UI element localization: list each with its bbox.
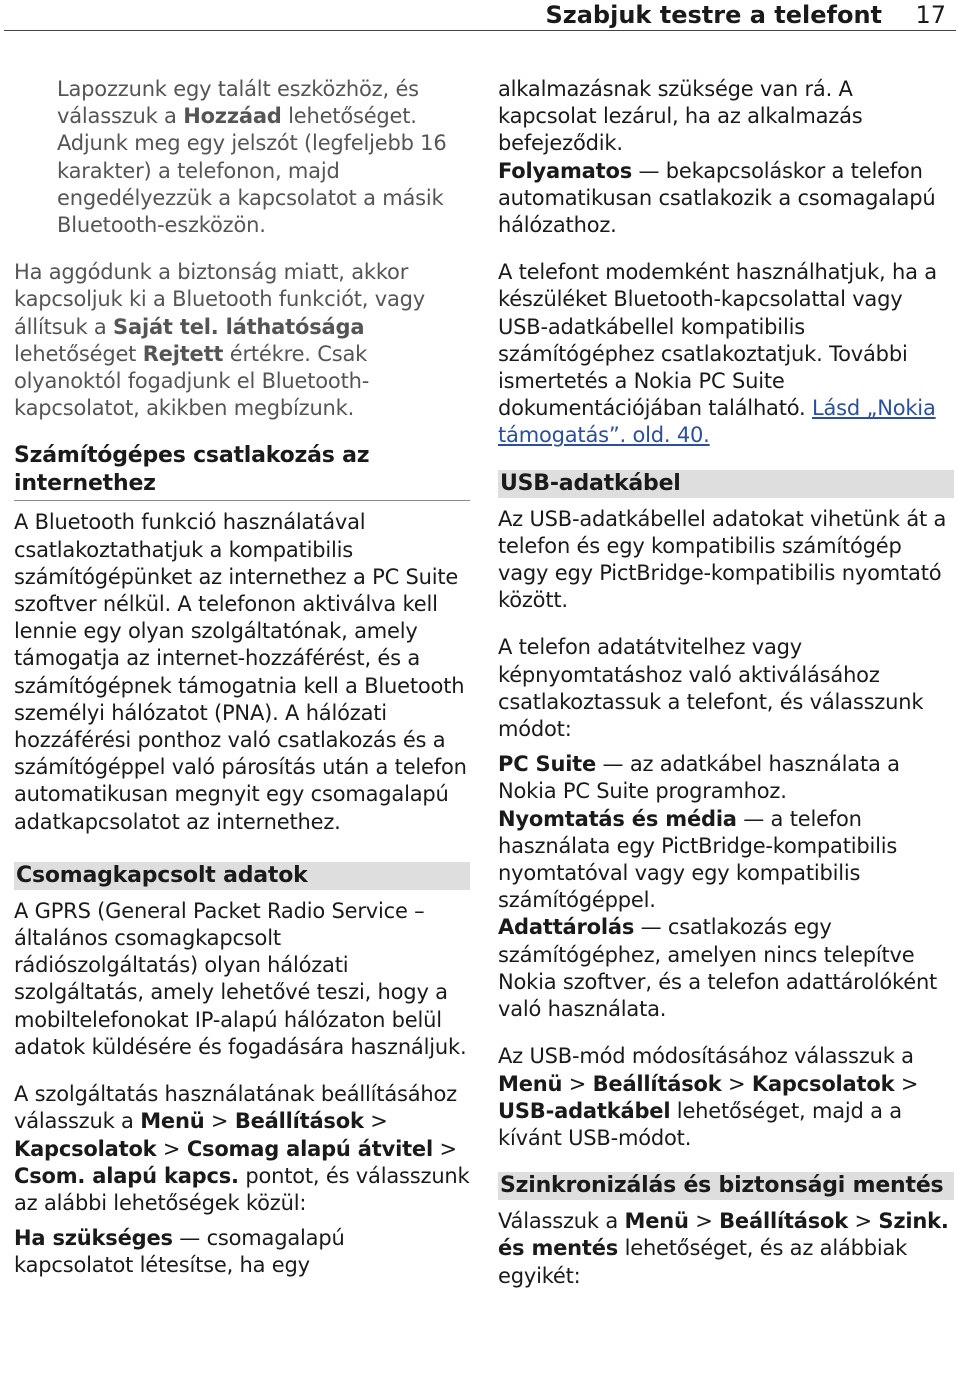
option-when-needed: Ha szükséges — csomagalapú kapcsolatot létesítse, ha egy — [14, 1226, 345, 1278]
paragraph-usb-mode: Az USB-mód módosításához válasszuk a Menü > Beállítások > Kapcsolatok > USB-adatkábel lehetőséget, majd a a kívánt USB-módot. — [498, 1044, 919, 1150]
security-note: Ha aggódunk a biztonság miatt, akkor kapcsoljuk ki a Bluetooth funkciót, vagy állítsuk a Saját tel. láthatósága lehetőséget Rejtett értékre. Csak olyanoktól fogadjunk el Bluetooth-kapcsolatot, akikben megbízunk. — [14, 260, 426, 421]
section-heading-usb: USB-adatkábel — [498, 470, 954, 498]
section-heading-internet: Számítógépes csatlakozás az internethez — [14, 442, 470, 501]
page-number: 17 — [915, 1, 946, 29]
paragraph-sync: Válasszuk a Menü > Beállítások > Szink. és mentés lehetőséget, és az alábbiak egyikét: — [498, 1209, 949, 1288]
option-when-needed-cont: alkalmazásnak szüksége van rá. A kapcsolat lezárul, ha az alkalmazás befejeződik. — [498, 77, 863, 156]
paragraph-usb: Az USB-adatkábellel adatokat vihetünk át a telefon és egy kompatibilis számítógép vagy egy PictBridge-kompatibilis nyomtató között. — [498, 506, 947, 613]
header-rule — [4, 30, 956, 31]
section-heading-sync: Szinkronizálás és biztonsági mentés — [498, 1172, 954, 1200]
paragraph-gprs-settings: A szolgáltatás használatának beállításához válasszuk a Menü > Beállítások > Kapcsolatok > Csomag alapú átvitel > Csom. alapú kapcs. pontot, és válasszunk az alábbi lehetőségek közül: — [14, 1082, 470, 1215]
header-title: Szabjuk testre a telefont — [545, 1, 882, 29]
option-always-online: Folyamatos — bekapcsoláskor a telefon automatikusan csatlakozik a csomagalapú hálózathoz. — [498, 158, 936, 238]
paragraph-internet: A Bluetooth funkció használatával csatlakoztathatjuk a kompatibilis számítógépünket az internethez a PC Suite szoftver nélkül. A telefonon aktiválva kell lennie egy olyan szolgáltatónak, amely támogatja az internet-hozzáférést, és a számítógépnek támogatnia kell a Bluetooth személyi hálózatot (PNA). A hálózati hozzáférési ponthoz való csatlakozás és a számítógéppel való párosítás után a telefon automatikusan megnyit egy csomagalapú adatkapcsolatot az internethez. — [14, 510, 467, 834]
paragraph-gprs: A GPRS (General Packet Radio Service – általános csomagkapcsolt rádiószolgáltatás) olyan hálózati szolgáltatás, amely lehetővé teszi, hogy a mobiltelefonokat IP-alapú hálózaton belül adatok küldésére és fogadására használjuk. — [14, 898, 467, 1059]
section-heading-packet-data: Csomagkapcsolt adatok — [14, 862, 470, 890]
step-passcode: Adjunk meg egy jelszót (legfeljebb 16 karakter) a telefonon, majd engedélyezzük a kapcsolatot a másik Bluetooth-eszközön. — [57, 131, 447, 238]
option-mass-storage: Adattárolás — csatlakozás egy számítógéphez, amelyen nincs telepítve Nokia szoftver, és a telefon adattárolóként való használata. — [498, 915, 938, 1022]
right-column — [498, 76, 954, 1290]
left-column — [14, 76, 470, 1280]
paragraph-usb-activate: A telefon adatátvitelhez vagy képnyomtatáshoz való aktiválásához csatlakoztassuk a telefont, és válasszunk módot: — [498, 635, 924, 742]
menu-option-hozzaad: Hozzáad — [183, 104, 282, 129]
paragraph-modem: A telefont modemként használhatjuk, ha a készüléket Bluetooth-kapcsolattal vagy USB-adatkábellel kompatibilis számítógéphez csatlakoztatjuk. További ismertetés a Nokia PC Suite dokumentációjában található. Lásd „Nokia támogatás”. old. 40. — [498, 260, 937, 448]
option-pc-suite: PC Suite — az adatkábel használata a Nokia PC Suite programhoz. — [498, 752, 900, 804]
link-nokia-support[interactable]: Lásd „Nokia támogatás”. old. 40. — [498, 396, 936, 448]
option-print-media: Nyomtatás és média — a telefon használata egy PictBridge-kompatibilis nyomtatóval vagy egy kompatibilis számítógéppel. — [498, 806, 898, 913]
step-select-device: Lapozzunk egy talált eszközhöz, és válasszuk a Hozzáad lehetőséget. Adjunk meg egy jelszót (legfeljebb 16 karakter) a telefonon, majd engedélyezzük a kapcsolatot a másik Bluetooth-eszközön. — [14, 76, 470, 239]
